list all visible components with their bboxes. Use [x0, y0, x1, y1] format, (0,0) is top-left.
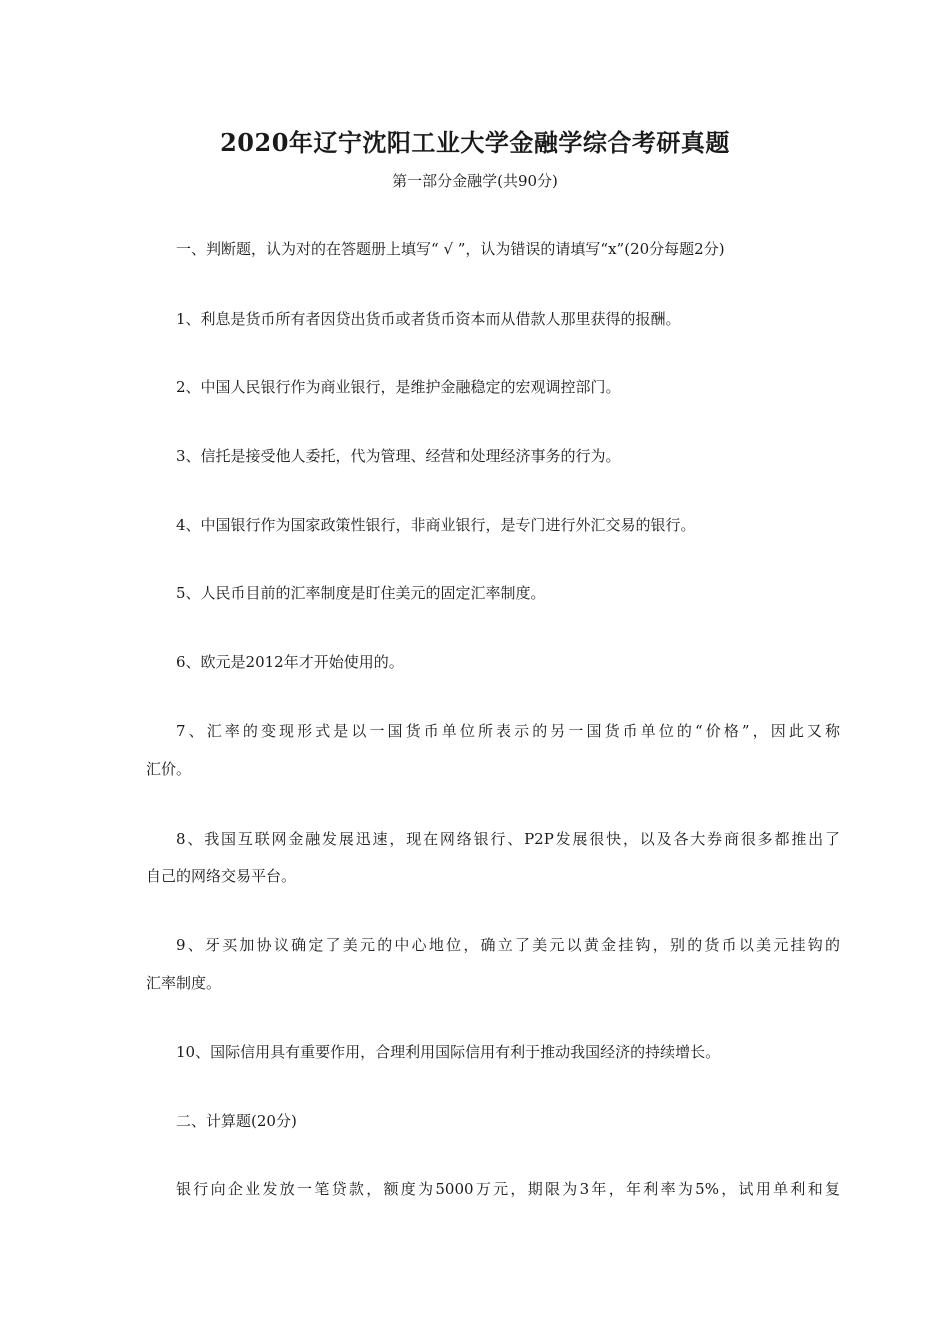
question-5: 5、人民币目前的汇率制度是盯住美元的固定汇率制度。: [176, 584, 546, 602]
question-1: 1、利息是货币所有者因贷出货币或者货币资本而从借款人那里获得的报酬。: [176, 310, 681, 328]
document-title: 2020年辽宁沈阳工业大学金融学综合考研真题: [220, 128, 730, 157]
question-4: 4、中国银行作为国家政策性银行，非商业银行，是专门进行外汇交易的银行。: [176, 516, 696, 534]
question-10: 10、国际信用具有重要作用，合理利用国际信用有利于推动我国经济的持续增长。: [176, 1043, 721, 1061]
section1-heading: 一、判断题，认为对的在答题册上填写“ √ ”，认为错误的请填写“x”(20分每题2分): [176, 240, 725, 258]
question-7-line2: 汇价。: [146, 760, 192, 778]
question-9-line1: 9、牙买加协议确定了美元的中心地位，确立了美元以黄金挂钩，别的货币以美元挂钩的: [176, 936, 840, 954]
part-subtitle: 第一部分金融学(共90分): [392, 172, 558, 190]
question-6: 6、欧元是2012年才开始使用的。: [176, 653, 404, 671]
section2-heading: 二、计算题(20分): [176, 1112, 297, 1130]
section2-problem-line1: 银行向企业发放一笔贷款，额度为5000万元，期限为3年，年利率为5%，试用单利和复: [176, 1180, 840, 1198]
question-8-line2: 自己的网络交易平台。: [146, 867, 297, 885]
question-2: 2、中国人民银行作为商业银行，是维护金融稳定的宏观调控部门。: [176, 378, 621, 396]
question-9-line2: 汇率制度。: [146, 974, 222, 992]
question-8-line1: 8、我国互联网金融发展迅速，现在网络银行、P2P发展很快，以及各大券商很多都推出了: [176, 830, 840, 848]
question-3: 3、信托是接受他人委托，代为管理、经营和处理经济事务的行为。: [176, 447, 621, 465]
question-7-line1: 7、汇率的变现形式是以一国货币单位所表示的另一国货币单位的“价格”，因此又称: [176, 722, 840, 740]
